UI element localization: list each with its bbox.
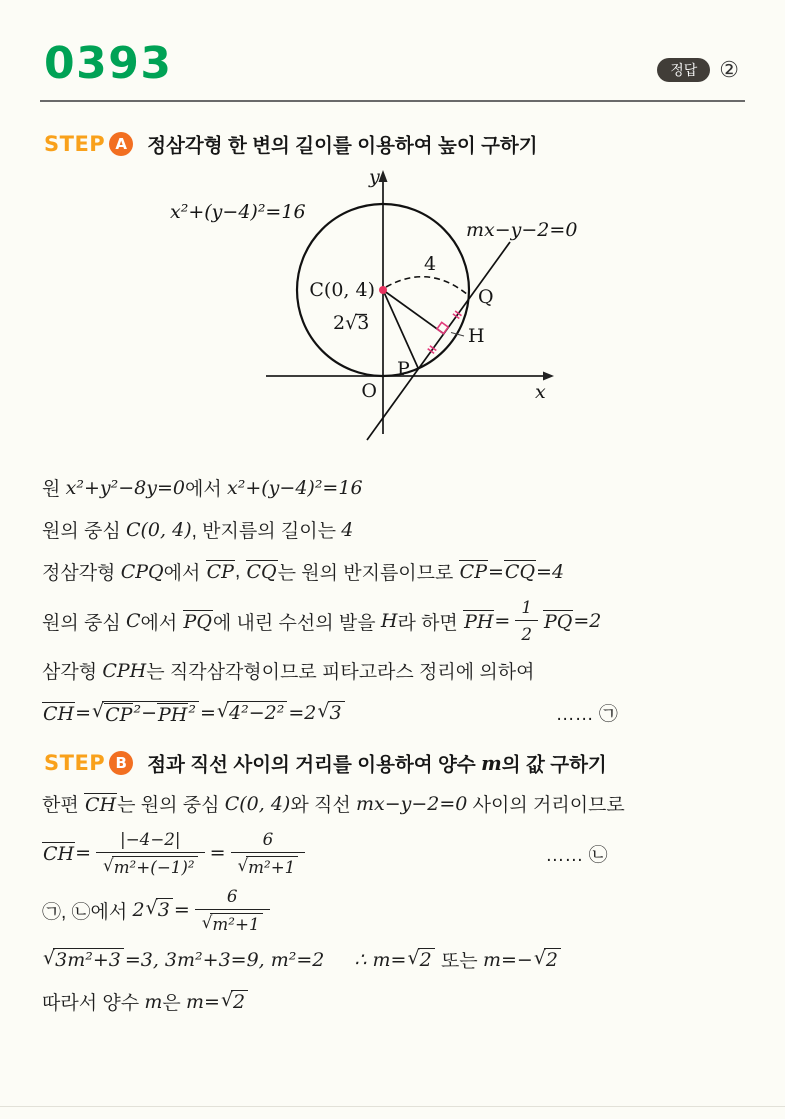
problem-number: 0393 [44, 38, 173, 89]
solution-line: CH = |−4−2| √ m²+(−1)² = 6 √ m²+1 …… ㉡ [43, 829, 608, 878]
circle-equation-label: x²+(y−4)²=16 [170, 201, 306, 223]
answer-badge: 정답 [657, 58, 710, 82]
step-a-header [44, 130, 785, 158]
solution-step-a [42, 469, 761, 731]
step-b-label: STEP [44, 751, 106, 776]
solution-line: 원의 중심 C 에서 PQ 에 내린 수선의 발을 H 라 하면 PH = $\frac{1}{2}$ PQ =2 [42, 597, 602, 644]
radius-length-label: 4 [424, 253, 437, 275]
coordinate-diagram [148, 166, 600, 456]
solution-line: 따라서 양수 m 은 m= √ 2 [42, 983, 761, 1020]
y-axis-label: y [369, 166, 380, 188]
solution-line: 한편 CH 는 원의 중심 C(0, 4) 와 직선 mx−y−2=0 사이의 거리이므로 [42, 792, 625, 817]
y-axis-arrow-icon [379, 170, 388, 182]
page-header [0, 0, 785, 89]
point-h-label: H [468, 325, 485, 347]
step-a-label: STEP [44, 132, 106, 156]
center-label: C(0, 4) [309, 279, 375, 301]
answer-area [657, 58, 739, 86]
figure-container [148, 166, 785, 461]
height-length-label: 2√3 [333, 312, 370, 334]
triangle-segments [383, 290, 444, 369]
solution-step-b [42, 785, 761, 1020]
solution-line: 원의 중심 C(0, 4) , 반지름의 길이는 4 [42, 518, 354, 542]
axes [266, 170, 554, 434]
dashed-radius-cq [386, 277, 468, 295]
point-q-label: Q [478, 286, 494, 308]
answer-value: ② [719, 56, 739, 82]
step-a-title: 정삼각형 한 변의 길이를 이용하여 높이 구하기 [147, 135, 538, 157]
x-axis-arrow-icon [543, 372, 554, 381]
header-divider [40, 100, 745, 102]
step-a-badge-icon: A [109, 132, 133, 156]
center-point-dot [379, 286, 387, 294]
solution-line: ㉠, ㉡에서 2 √ 3 = 6 √ m²+1 [42, 884, 761, 936]
step-b-badge-icon: B [109, 751, 133, 775]
step-b-title: 점과 직선 사이의 거리를 이용하여 양수 m 의 값 구하기 [147, 751, 607, 777]
step-b-header [44, 749, 785, 777]
origin-label: O [361, 380, 377, 402]
solution-line: CH = √ CP ²− PH ² = √ 4²−2² =2 √ 3 …… ㉠ [43, 699, 618, 726]
x-axis-label: x [535, 381, 546, 403]
point-p-label: P [397, 358, 410, 380]
line-shape [367, 242, 510, 440]
solution-line: 정삼각형 CPQ 에서 CP , CQ 는 원의 반지름이므로 CP = CQ =4 [42, 560, 565, 584]
solution-line: 삼각형 CPH 는 직각삼각형이므로 피타고라스 정리에 의하여 [42, 659, 535, 684]
solution-line: √ 3m²+3 =3, 3m²+3=9, m²=2 ∴ m= √ 2 또는 m=− √ 2 [42, 941, 761, 978]
page-bottom-edge [0, 1106, 785, 1107]
solution-line: 원 x²+y²−8y=0 에서 x²+(y−4)²=16 [42, 476, 363, 500]
line-equation-label: mx−y−2=0 [466, 219, 578, 241]
